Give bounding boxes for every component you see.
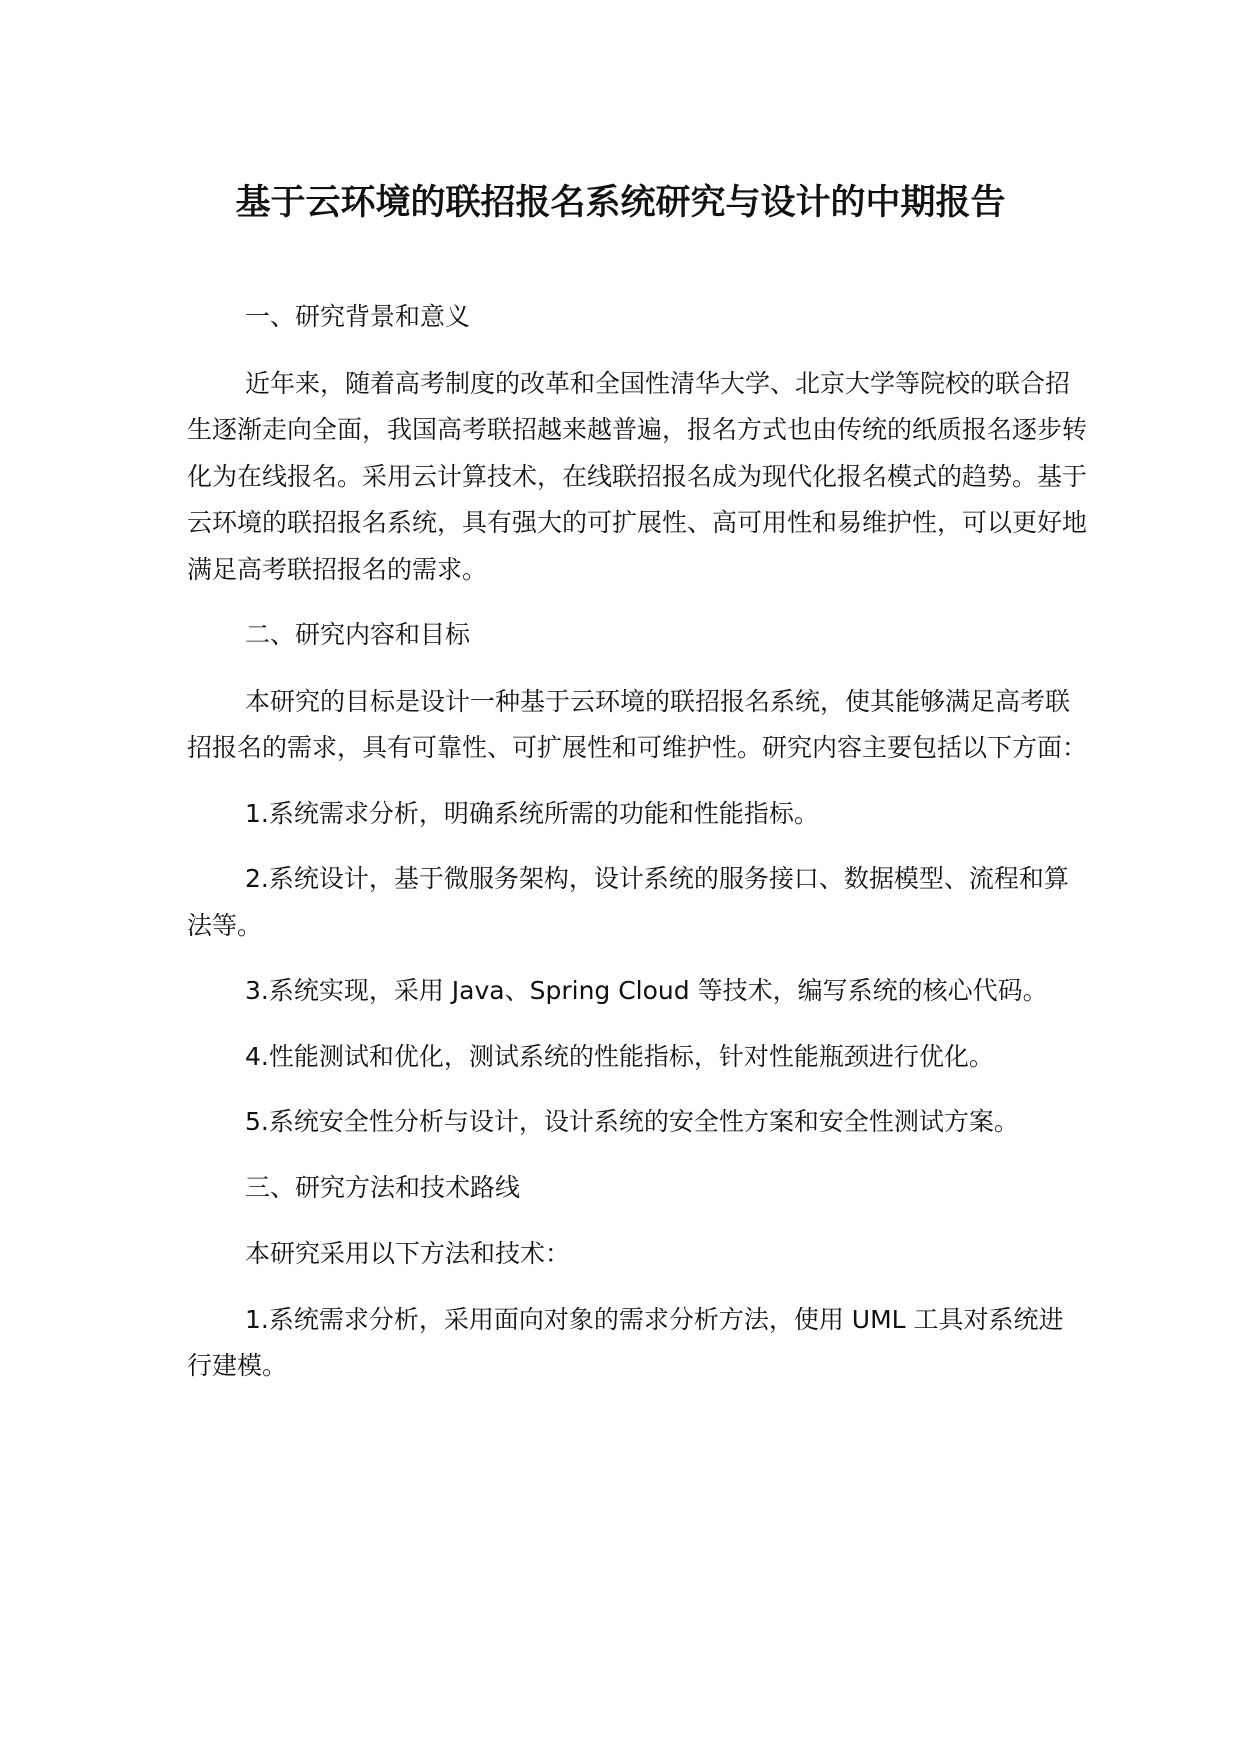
document-body (187, 294, 1087, 1409)
paragraph-background: 近年来，随着高考制度的改革和全国性清华大学、北京大学等院校的联合招生逐渐走向全面，我国高考联招越来越普遍，报名方式也由传统的纸质报名逐步转化为在线报名。采用云计算技术，在线联招报名成为现代化报名模式的趋势。基于云环境的联招报名系统，具有强大的可扩展性、高可用性和易维护性，可以更好地满足高考联招报名的需求。 (187, 368, 1088, 584)
list-item-method-requirements: 1.系统需求分析，采用面向对象的需求分析方法，使用 UML 工具对系统进行建模。 (187, 1304, 1064, 1380)
document-title: 基于云环境的联招报名系统研究与设计的中期报告 (235, 183, 1006, 223)
list-item-requirements: 1.系统需求分析，明确系统所需的功能和性能指标。 (245, 798, 819, 828)
list-item-implementation: 3.系统实现，采用 Java、Spring Cloud 等技术，编写系统的核心代码。 (245, 976, 1048, 1005)
section-heading-content-goals: 二、研究内容和目标 (245, 620, 471, 649)
list-item-design: 2.系统设计，基于微服务架构，设计系统的服务接口、数据模型、流程和算法等。 (187, 864, 1069, 940)
paragraph-goals: 本研究的目标是设计一种基于云环境的联招报名系统，使其能够满足高考联招报名的需求，具有可靠性、可扩展性和可维护性。研究内容主要包括以下方面： (187, 686, 1088, 762)
list-item-security: 5.系统安全性分析与设计，设计系统的安全性方案和安全性测试方案。 (245, 1107, 1019, 1136)
section-heading-background: 一、研究背景和意义 (245, 302, 471, 331)
section-heading-methods: 三、研究方法和技术路线 (245, 1172, 521, 1202)
list-item-performance: 4.性能测试和优化，测试系统的性能指标，针对性能瓶颈进行优化。 (245, 1041, 994, 1071)
paragraph-methods-intro: 本研究采用以下方法和技术： (245, 1239, 571, 1268)
